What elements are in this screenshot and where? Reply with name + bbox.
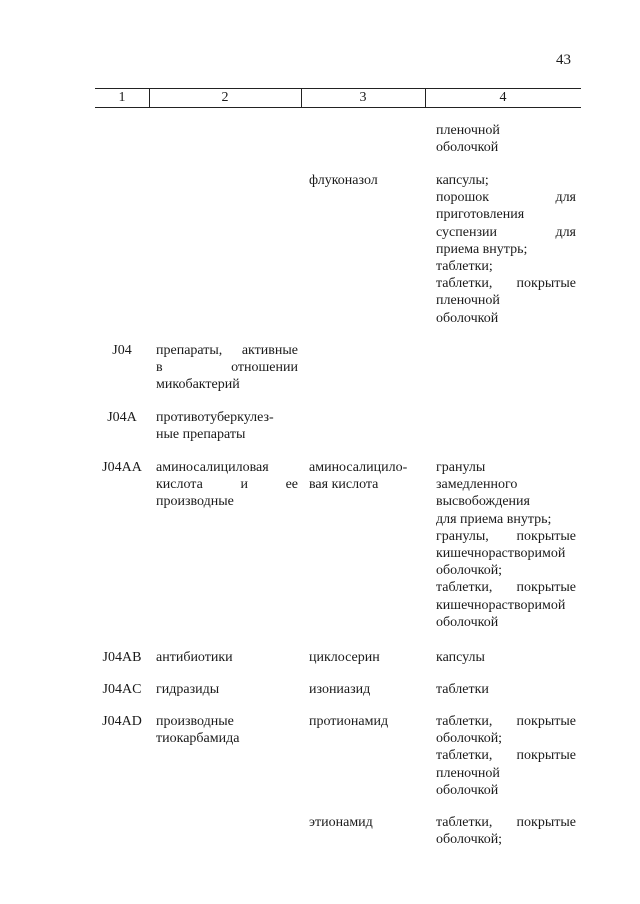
drug-name-cell: флуконазол	[309, 173, 378, 188]
group-name-cell: аминосалициловая кислота и ее производные	[156, 460, 298, 510]
dosage-form-cell: капсулы	[436, 650, 485, 665]
group-name-cell: антибиотики	[156, 650, 233, 665]
drug-name-cell: протионамид	[309, 714, 389, 729]
dosage-form-cell: гранулы замедленного высвобождения для приема внутрь; гранулы, покрытые кишечнорастворимой оболочкой; таблетки, покрытые кишечнорастворимой оболочкой	[436, 460, 576, 630]
header-col-3: 3	[301, 89, 426, 107]
dosage-form-cell: капсулы; порошок для приготовления суспензии для приема внутрь; таблетки; таблетки, покрытые пленочной оболочкой	[436, 173, 576, 326]
atc-code-cell: J04A	[107, 410, 137, 425]
dosage-form-cell: таблетки, покрытые оболочкой;	[436, 815, 576, 848]
atc-code-cell: J04AA	[102, 460, 142, 475]
atc-code-cell: J04	[112, 343, 132, 358]
group-name-cell: противотуберкулез- ные препараты	[156, 410, 274, 443]
header-col-1: 1	[95, 89, 150, 107]
dosage-form-cell: таблетки, покрытые оболочкой; таблетки, покрытые пленочной оболочкой	[436, 714, 576, 798]
dosage-form-cell: пленочной оболочкой	[436, 123, 500, 156]
drug-name-cell: этионамид	[309, 815, 373, 830]
atc-code-cell: J04AD	[102, 714, 142, 729]
group-name-cell: препараты, активные в отношении микобактерий	[156, 343, 298, 393]
group-name-cell: производные тиокарбамида	[156, 714, 240, 747]
atc-code-cell: J04AB	[102, 650, 142, 665]
dosage-form-cell: таблетки	[436, 682, 489, 697]
page-number: 43	[556, 52, 571, 68]
table-header	[95, 88, 581, 108]
header-col-4: 4	[499, 90, 507, 105]
group-name-cell: гидразиды	[156, 682, 220, 697]
header-col-2: 2	[149, 89, 302, 107]
drug-name-cell: циклосерин	[309, 650, 380, 665]
drug-name-cell: аминосалицило- вая кислота	[309, 460, 408, 493]
drug-name-cell: изониазид	[309, 682, 371, 697]
atc-code-cell: J04AC	[102, 682, 142, 697]
